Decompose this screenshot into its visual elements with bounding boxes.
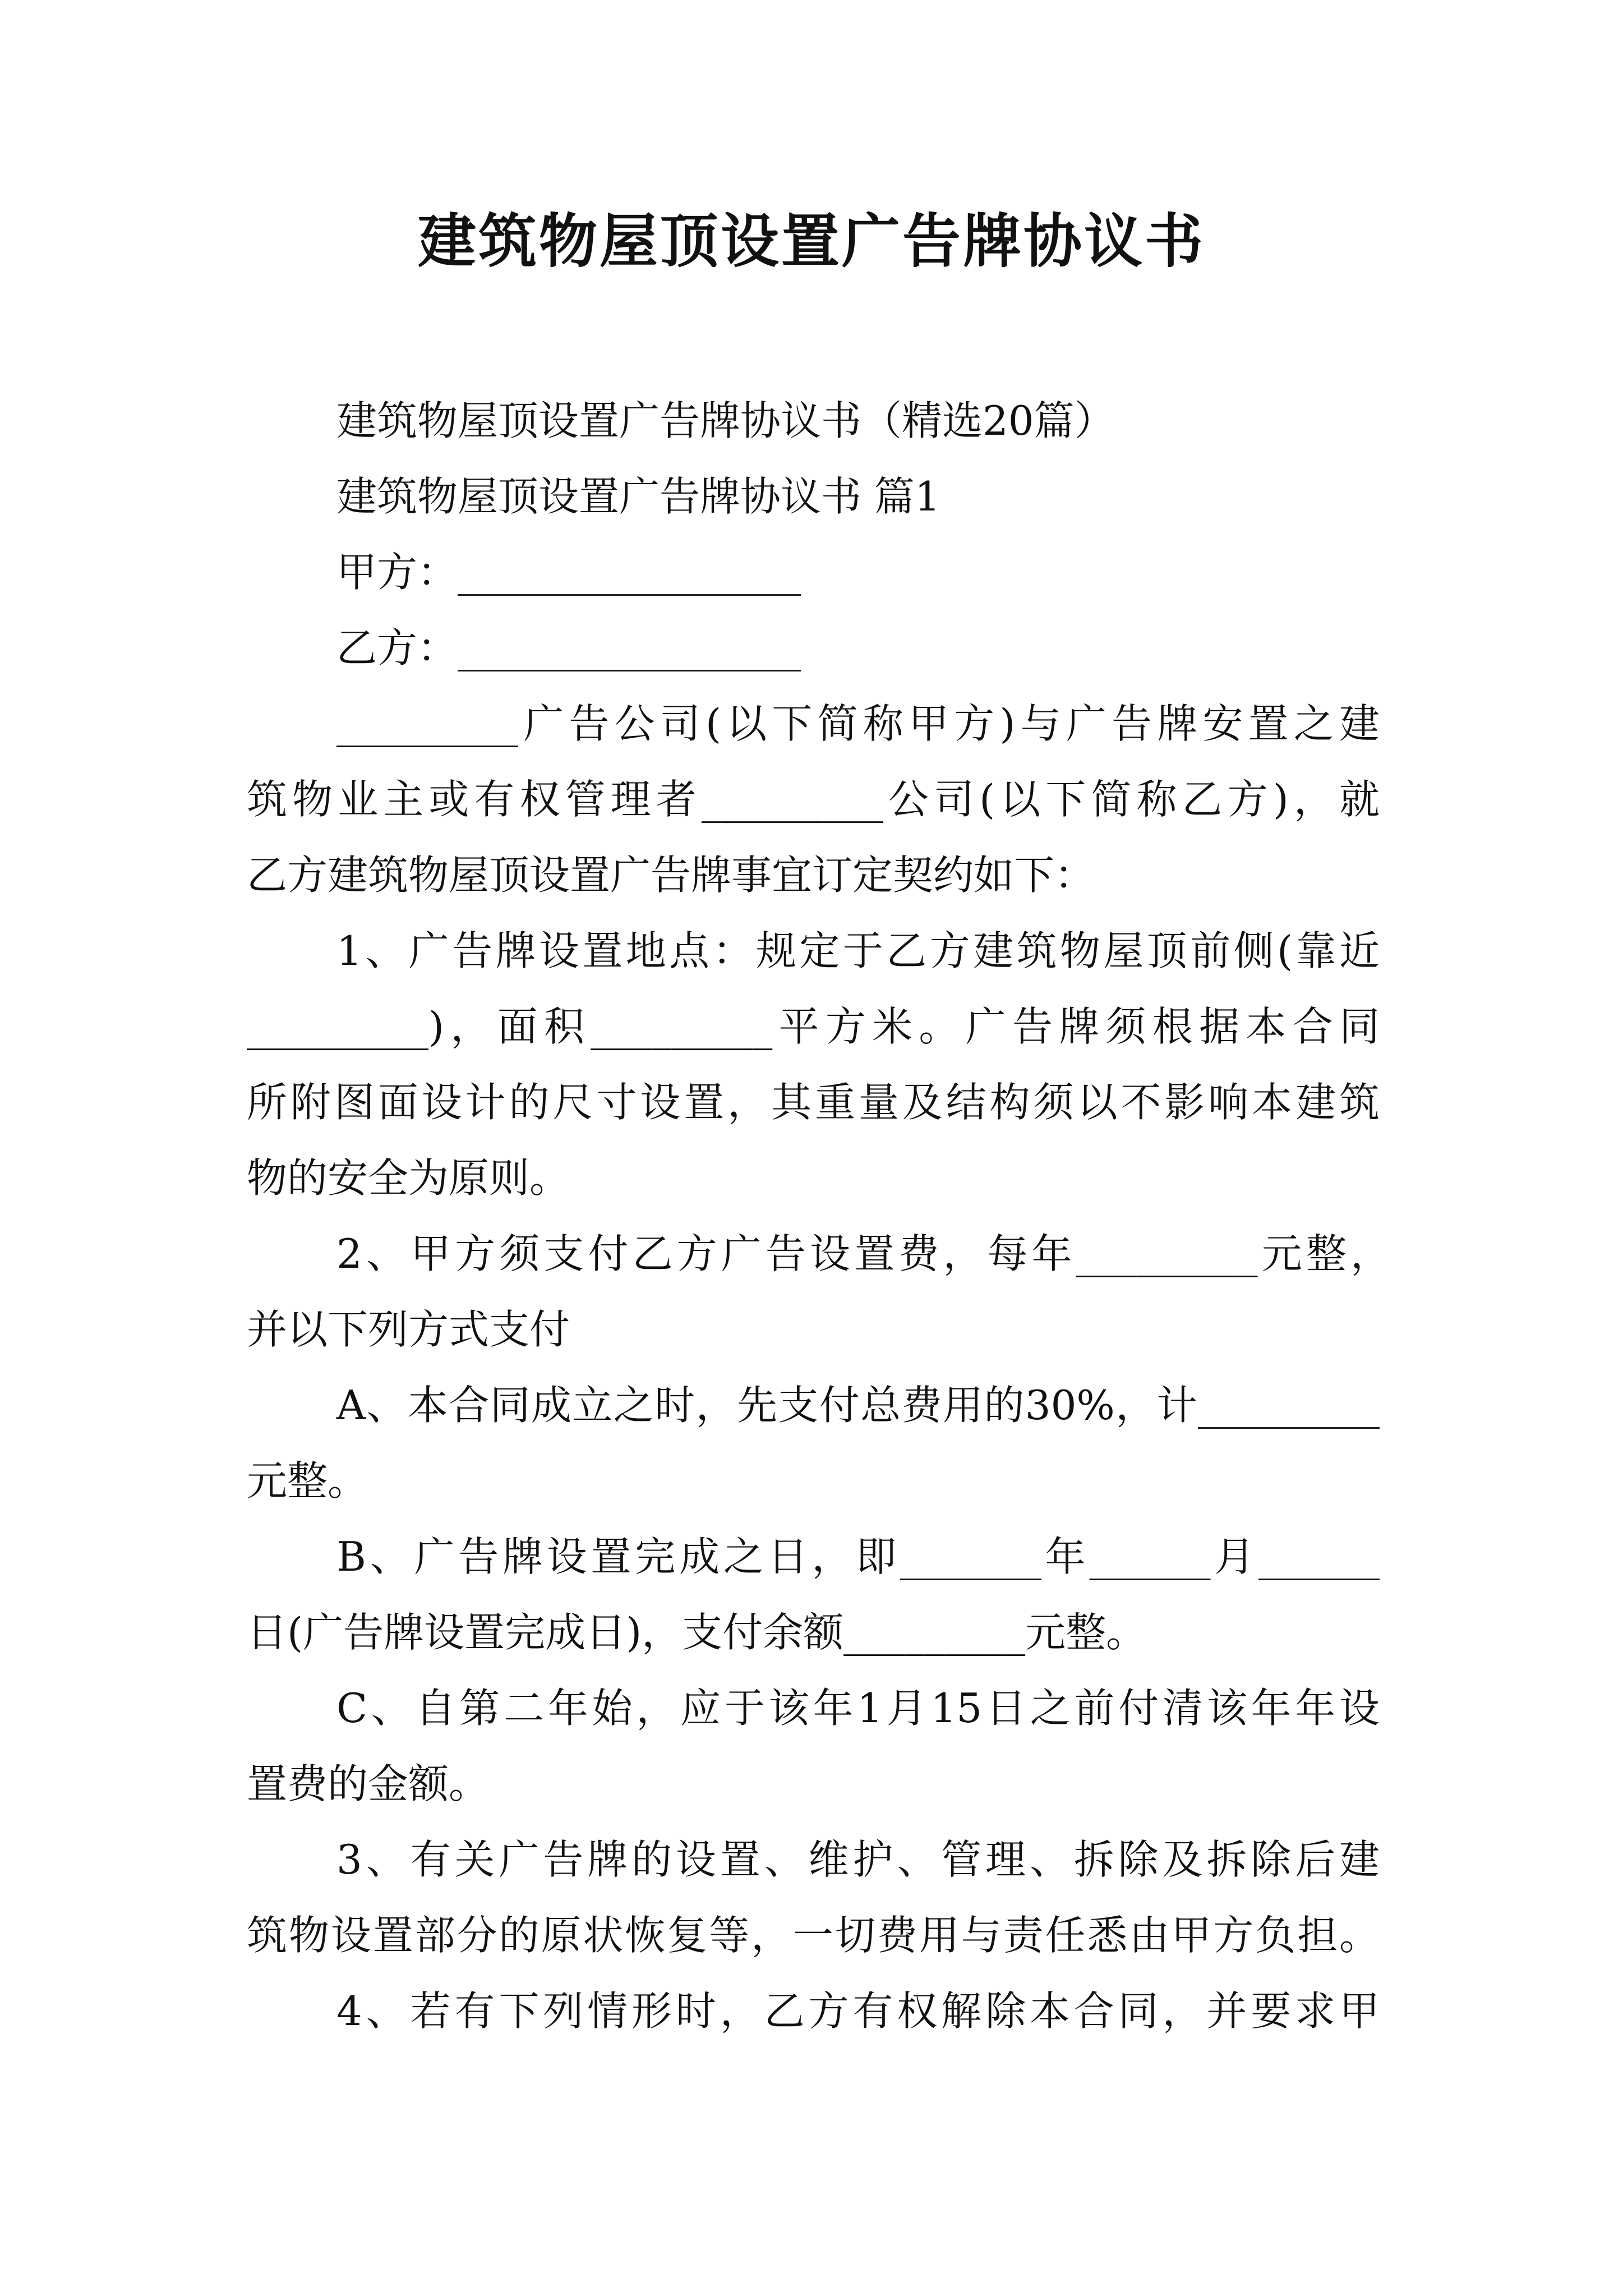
paragraph-line: 元整。 — [247, 1457, 368, 1504]
paragraph-line: 所附图面设计的尺寸设置，其重量及结构须以不影响本建筑 — [247, 1079, 1380, 1126]
paragraph-line: 2、甲方须支付乙方广告设置费，每年_________元整， — [336, 1230, 1391, 1277]
paragraph-line: 筑物设置部分的原状恢复等，一切费用与责任悉由甲方负担。 — [247, 1912, 1380, 1959]
paragraph-line: 3、有关广告牌的设置、维护、管理、拆除及拆除后建 — [336, 1836, 1380, 1883]
paragraph-line: 物的安全为原则。 — [247, 1154, 570, 1202]
document-title: 建筑物屋顶设置广告牌协议书 — [417, 206, 1205, 275]
paragraph-line: 并以下列方式支付 — [247, 1306, 570, 1353]
paragraph-line: 1、广告牌设置地点：规定于乙方建筑物屋顶前侧(靠近 — [336, 927, 1380, 974]
paragraph-line: 4、若有下列情形时，乙方有权解除本合同，并要求甲 — [336, 1987, 1380, 2035]
paragraph-line: 乙方建筑物屋顶设置广告牌事宜订定契约如下： — [247, 852, 1095, 899]
paragraph-line: B、广告牌设置完成之日，即_______年______月______ — [336, 1533, 1380, 1580]
paragraph-line: 日(广告牌设置完成日)，支付余额_________元整。 — [247, 1609, 1147, 1656]
paragraph-line: C、自第二年始，应于该年1月15日之前付清该年年设 — [336, 1685, 1380, 1732]
paragraph-line: 置费的金额。 — [247, 1760, 490, 1807]
paragraph-line: 筑物业主或有权管理者_________公司(以下简称乙方)，就 — [247, 776, 1380, 823]
document-subtitle: 建筑物屋顶设置广告牌协议书（精选20篇） — [336, 397, 1115, 444]
paragraph-line: _________)，面积_________平方米。广告牌须根据本合同 — [247, 1003, 1380, 1050]
party-b-line: 乙方：_________________ — [336, 624, 801, 671]
paragraph-line: A、本合同成立之时，先支付总费用的30%，计_________ — [336, 1382, 1380, 1429]
paragraph-line: _________广告公司(以下简称甲方)与广告牌安置之建 — [336, 700, 1380, 747]
party-a-line: 甲方：_________________ — [336, 549, 801, 596]
section-heading: 建筑物屋顶设置广告牌协议书 篇1 — [336, 473, 940, 520]
